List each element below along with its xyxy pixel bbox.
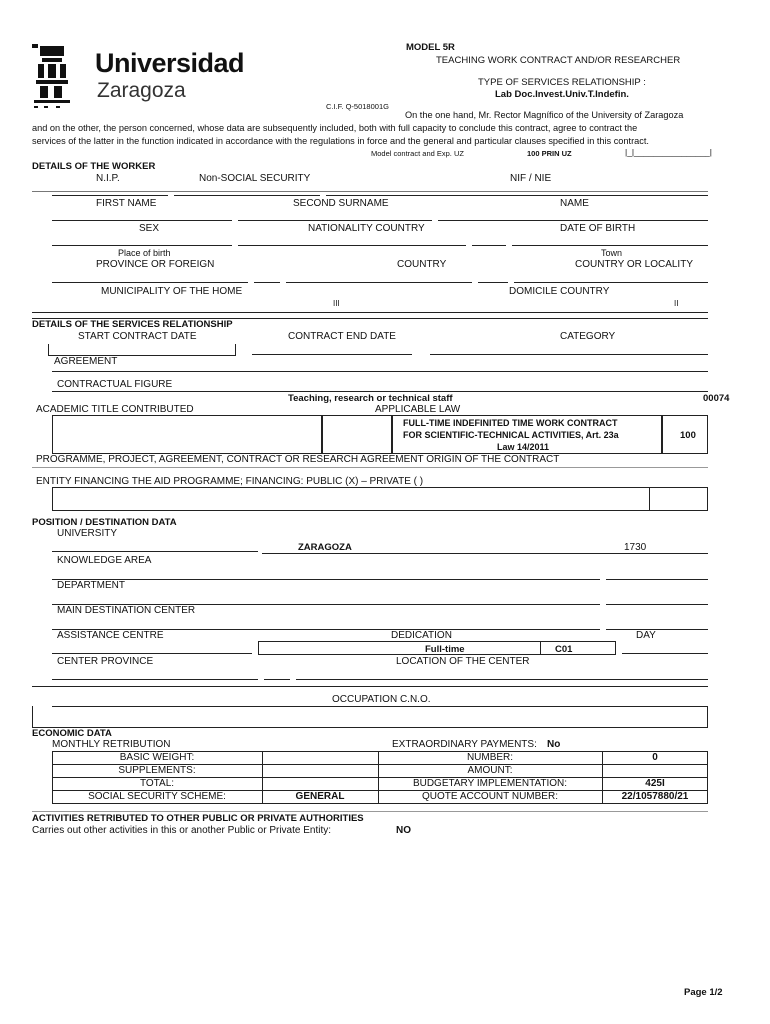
day-label: DAY xyxy=(636,630,656,641)
quote-label: QUOTE ACCOUNT NUMBER: xyxy=(422,791,558,802)
department-code-field[interactable] xyxy=(606,604,708,605)
start-date-label: START CONTRACT DATE xyxy=(78,331,197,342)
university-code: 1730 xyxy=(624,542,647,553)
main-center-label: MAIN DESTINATION CENTER xyxy=(57,605,196,616)
economic-section-title: ECONOMIC DATA xyxy=(32,728,112,739)
intro-line-3: services of the latter in the function indicated in accordance with the regulations in force and the general and particular clauses specified in this contract. xyxy=(32,136,649,146)
assistance-centre-label: ASSISTANCE CENTRE xyxy=(57,630,164,641)
center-province-field[interactable] xyxy=(52,679,258,680)
place-of-birth-label: Place of birth xyxy=(118,248,171,258)
economic-bottom-rule xyxy=(32,811,708,812)
relationship-type-label: TYPE OF SERVICES RELATIONSHIP : xyxy=(478,77,646,88)
province-field[interactable] xyxy=(52,282,248,283)
law-line-1: FULL-TIME INDEFINITED TIME WORK CONTRACT xyxy=(403,418,618,428)
sex-label: SEX xyxy=(139,223,160,234)
relationship-type-value: Lab Doc.Invest.Univ.T.Indefin. xyxy=(495,89,629,100)
nationality-label: NATIONALITY COUNTRY xyxy=(308,223,425,234)
dedication-value: Full-time xyxy=(425,644,465,655)
province-code-field[interactable] xyxy=(254,282,280,283)
location-label: LOCATION OF THE CENTER xyxy=(396,656,530,667)
dob-field[interactable] xyxy=(512,245,708,246)
law-line-2: FOR SCIENTIFIC-TECHNICAL ACTIVITIES, Art. 23a xyxy=(403,430,619,440)
nif-field[interactable] xyxy=(326,195,708,196)
entity-code-field[interactable] xyxy=(649,487,708,511)
province-foreign-label: PROVINCE OR FOREIGN xyxy=(96,259,215,270)
figure-rule xyxy=(52,391,708,392)
university-value: ZARAGOZA xyxy=(298,542,352,553)
applicable-law-label: APPLICABLE LAW xyxy=(375,404,461,415)
occupation-field[interactable] xyxy=(32,706,708,728)
extra-payments-label: EXTRAORDINARY PAYMENTS: xyxy=(392,739,537,750)
department-label: DEPARTMENT xyxy=(57,580,125,591)
domicile-country-label: DOMICILE COUNTRY xyxy=(509,286,610,297)
position-section-title: POSITION / DESTINATION DATA xyxy=(32,517,177,528)
dedication-divider xyxy=(540,641,541,655)
start-date-field[interactable] xyxy=(48,344,236,356)
country-field[interactable] xyxy=(286,282,472,283)
country-locality-label: COUNTRY OR LOCALITY xyxy=(575,259,693,270)
agreement-field[interactable] xyxy=(52,371,708,372)
assistance-centre-field[interactable] xyxy=(52,653,252,654)
relationship-section-title: DETAILS OF THE SERVICES RELATIONSHIP xyxy=(32,319,233,330)
dedication-code: C01 xyxy=(555,644,573,655)
entity-label: ENTITY FINANCING THE AID PROGRAMME; FINANCING: PUBLIC (X) – PRIVATE ( ) xyxy=(36,476,424,487)
ss-scheme-label: SOCIAL SECURITY SCHEME: xyxy=(88,791,226,802)
number-value: 0 xyxy=(652,752,658,763)
intro-line-1: On the one hand, Mr. Rector Magnífico of the University of Zaragoza xyxy=(405,110,684,120)
coat-of-arms-icon xyxy=(30,42,72,108)
intro-line-2: and on the other, the person concerned, whose data are subsequently included, both with full capacity to conclude this contract, agree to contract the xyxy=(32,123,638,133)
locality-field[interactable] xyxy=(514,282,708,283)
academic-title-field[interactable] xyxy=(52,415,322,454)
category-field[interactable] xyxy=(430,354,708,355)
separator-ii: II xyxy=(674,299,679,308)
model-label: MODEL 5R xyxy=(406,42,455,53)
exp-number-field[interactable]: |_|________________| xyxy=(625,147,712,157)
contractual-figure-value: Teaching, research or technical staff xyxy=(288,393,453,404)
nationality-field[interactable] xyxy=(238,245,466,246)
contractual-figure-label: CONTRACTUAL FIGURE xyxy=(57,379,173,390)
knowledge-area-field[interactable] xyxy=(52,579,600,580)
activities-section-title: ACTIVITIES RETRIBUTED TO OTHER PUBLIC OR PRIVATE AUTHORITIES xyxy=(32,813,364,824)
first-name-field[interactable] xyxy=(52,220,232,221)
model-exp-label: Model contract and Exp. UZ xyxy=(371,149,464,158)
dob-day-field[interactable] xyxy=(472,245,506,246)
town-label: Town xyxy=(601,248,623,258)
sex-field[interactable] xyxy=(52,245,232,246)
main-center-code-field[interactable] xyxy=(606,629,708,630)
center-province-code-field[interactable] xyxy=(264,679,290,680)
separator-iii: III xyxy=(333,299,340,308)
non-ss-field[interactable] xyxy=(174,195,320,196)
academic-title-label: ACADEMIC TITLE CONTRIBUTED xyxy=(36,404,194,415)
page-number: Page 1/2 xyxy=(684,987,723,998)
university-code-field[interactable] xyxy=(52,551,258,552)
municipality-label: MUNICIPALITY OF THE HOME xyxy=(101,286,243,297)
position-rule xyxy=(32,686,708,687)
logo-word-zaragoza: Zaragoza xyxy=(97,79,186,102)
category-label: CATEGORY xyxy=(560,331,616,342)
end-date-field[interactable] xyxy=(252,354,412,355)
law-code: 100 xyxy=(680,430,696,441)
nip-field[interactable] xyxy=(52,195,168,196)
occupation-label: OCCUPATION C.N.O. xyxy=(332,694,431,705)
name-label: NAME xyxy=(560,198,589,209)
cif-number: C.I.F. Q-5018001G xyxy=(326,102,389,111)
contractual-figure-code: 00074 xyxy=(703,393,730,404)
activities-text: Carries out other activities in this or another Public or Private Entity: xyxy=(32,825,332,836)
second-surname-label: SECOND SURNAME xyxy=(293,198,389,209)
basic-weight-label: BASIC WEIGHT: xyxy=(119,752,195,763)
contract-title: TEACHING WORK CONTRACT AND/OR RESEARCHER xyxy=(436,55,681,66)
programme-field[interactable] xyxy=(32,467,708,468)
country-label: COUNTRY xyxy=(397,259,447,270)
country-code-field[interactable] xyxy=(478,282,508,283)
activities-value: NO xyxy=(396,825,411,836)
extra-payments-value: No xyxy=(547,739,561,750)
domicile-field[interactable] xyxy=(32,312,708,313)
nip-label: N.I.P. xyxy=(96,173,120,184)
location-field[interactable] xyxy=(296,679,708,680)
non-social-security-label: Non-SOCIAL SECURITY xyxy=(199,173,311,184)
number-label: NUMBER: xyxy=(466,752,514,763)
academic-title-code-field[interactable] xyxy=(322,415,392,454)
dob-label: DATE OF BIRTH xyxy=(560,223,636,234)
quote-value: 22/1057880/21 xyxy=(621,791,689,802)
nif-label: NIF / NIE xyxy=(510,173,552,184)
second-surname-field[interactable] xyxy=(238,220,432,221)
knowledge-area-code-field[interactable] xyxy=(606,579,708,580)
worker-divider xyxy=(32,191,708,192)
model-exp-value: 100 PRIN UZ xyxy=(527,149,572,158)
programme-label: PROGRAMME, PROJECT, AGREEMENT, CONTRACT OR RESEARCH AGREEMENT ORIGIN OF THE CONTRACT xyxy=(36,454,560,465)
monthly-retribution-label: MONTHLY RETRIBUTION xyxy=(52,739,171,750)
agreement-label: AGREEMENT xyxy=(54,356,118,367)
end-date-label: CONTRACT END DATE xyxy=(288,331,396,342)
logo-word-universidad: Universidad xyxy=(95,48,245,78)
budget-value: 425I xyxy=(645,778,665,789)
knowledge-area-label: KNOWLEDGE AREA xyxy=(57,555,152,566)
entity-field[interactable] xyxy=(52,487,650,511)
university-label: UNIVERSITY xyxy=(57,528,118,539)
dedication-label: DEDICATION xyxy=(391,630,452,641)
day-field[interactable] xyxy=(622,653,708,654)
budget-label: BUDGETARY IMPLEMENTATION: xyxy=(412,778,568,789)
center-province-label: CENTER PROVINCE xyxy=(57,656,154,667)
name-field[interactable] xyxy=(438,220,708,221)
supplements-label: SUPPLEMENTS: xyxy=(118,765,196,776)
worker-section-title: DETAILS OF THE WORKER xyxy=(32,161,156,172)
amount-label: AMOUNT: xyxy=(467,765,513,776)
ss-scheme-value: GENERAL xyxy=(295,791,345,802)
first-name-label: FIRST NAME xyxy=(96,198,157,209)
law-line-3: Law 14/2011 xyxy=(497,442,550,452)
total-label: TOTAL: xyxy=(139,778,175,789)
